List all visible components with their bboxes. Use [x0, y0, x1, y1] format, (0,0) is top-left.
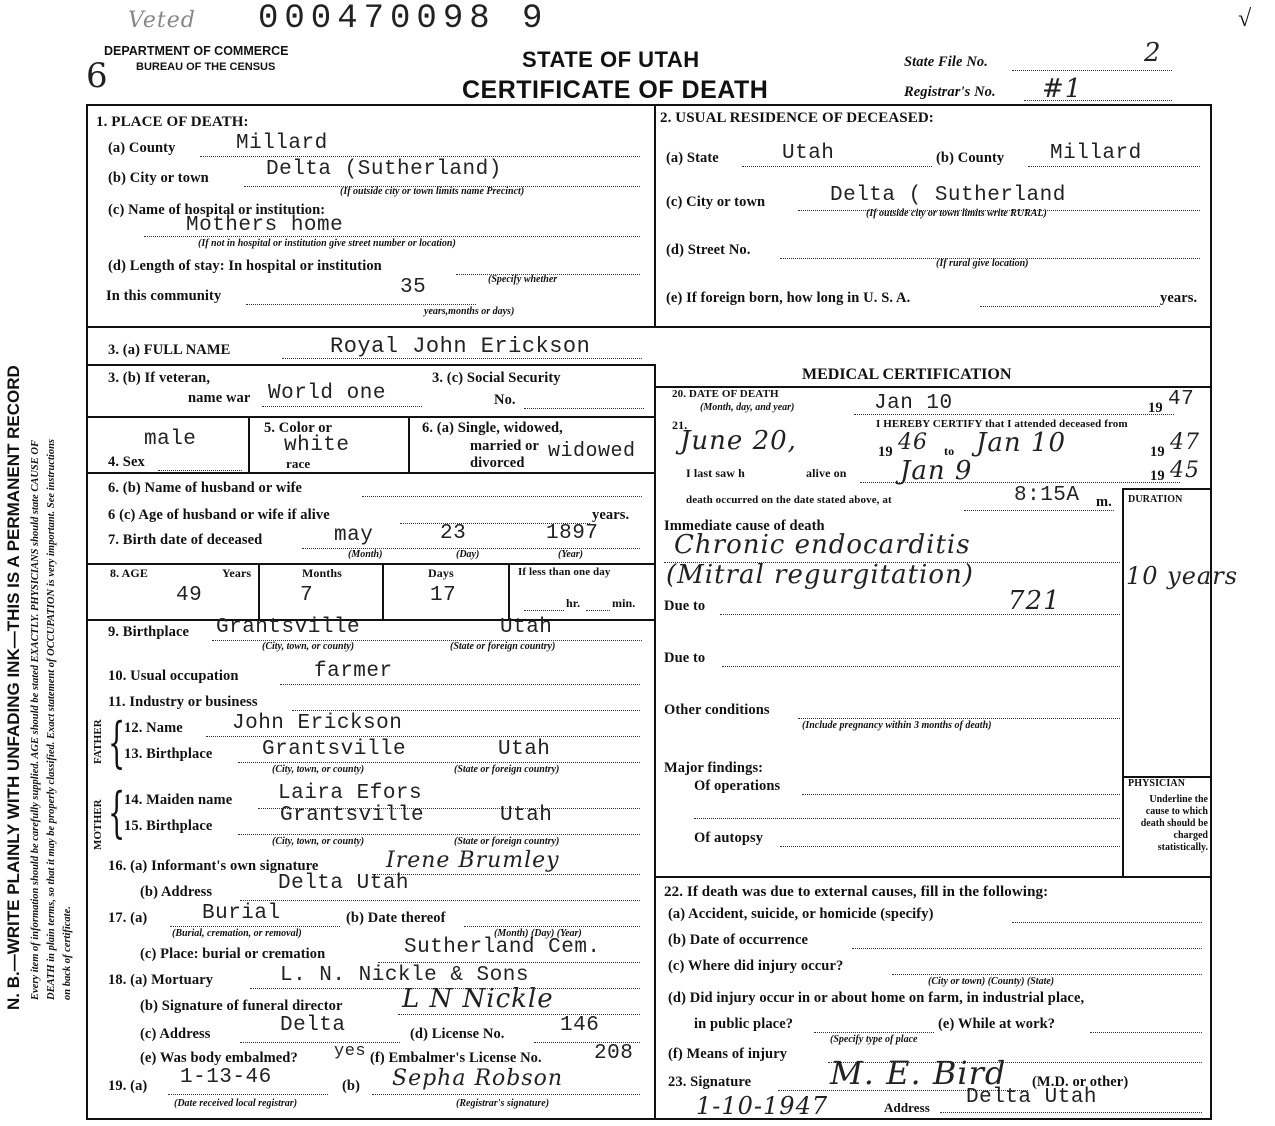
veteran-label: 3. (b) If veteran, — [108, 370, 211, 386]
spouse-years-label: years. — [592, 507, 630, 523]
sex-value: male — [144, 428, 197, 451]
of-operations-label: Of operations — [694, 778, 781, 794]
residence-city-label: (c) City or town — [666, 194, 766, 210]
embalmer-license-label: (f) Embalmer's License No. — [370, 1050, 542, 1066]
registrar-signature-note: (Registrar's signature) — [456, 1098, 550, 1109]
birthplace-state-note: (State or foreign country) — [450, 641, 556, 652]
date-received-note: (Date received local registrar) — [174, 1098, 298, 1109]
to-label: to — [944, 444, 955, 458]
registrar-signature-label: (b) — [342, 1078, 361, 1094]
hospital-note: (If not in hospital or institution give street number or location) — [198, 238, 456, 249]
sidebar-instruction-line4: on back of certificate. — [62, 906, 73, 1000]
father-side-label: FATHER — [92, 719, 104, 764]
department-name: DEPARTMENT OF COMMERCE — [104, 44, 289, 58]
age-months-label: Months — [302, 566, 342, 580]
war-value: World one — [268, 382, 386, 405]
mother-birthplace-label: 15. Birthplace — [124, 818, 213, 834]
physician-heading: PHYSICIAN — [1128, 778, 1186, 789]
sidebar-instruction-line3: DEATH in plain terms, so that it may be properly classified. Exact statement of OCCUPATION is very important. See instructions — [46, 439, 57, 1000]
spouse-name-label: 6. (b) Name of husband or wife — [108, 480, 303, 496]
hereby-certify-label: I HEREBY CERTIFY that I attended deceased from — [876, 418, 1128, 430]
street-note: (If rural give location) — [936, 258, 1029, 269]
community-value: 35 — [400, 276, 427, 299]
last-saw-value: Jan 9 — [900, 456, 973, 486]
age-days-label: Days — [428, 566, 454, 580]
date-of-occurrence-label: (b) Date of occurrence — [668, 932, 809, 948]
mortuary-address-label: (c) Address — [140, 1026, 211, 1042]
birth-date-label: 7. Birth date of deceased — [108, 532, 263, 548]
mother-maiden-name-value: Laira Efors — [278, 782, 423, 805]
birthplace-state-value: Utah — [500, 616, 553, 639]
alive-on-label: alive on — [806, 466, 847, 480]
place-burial-label: (c) Place: burial or cremation — [140, 946, 326, 962]
birth-month-note: (Month) — [348, 549, 383, 560]
cause-duration-value: 10 years — [1126, 562, 1239, 590]
community-label: In this community — [106, 288, 222, 304]
where-injury-label: (c) Where did injury occur? — [668, 958, 844, 974]
race-value: white — [284, 434, 350, 457]
bureau-name: BUREAU OF THE CENSUS — [136, 61, 276, 73]
residence-city-note: (If outside city or town limits write RURAL) — [866, 208, 1047, 219]
immediate-cause-line1: Chronic endocarditis — [674, 530, 971, 560]
age-years-label: Years — [222, 566, 252, 580]
father-name-label: 12. Name — [124, 720, 183, 736]
certificate-title: CERTIFICATE OF DEATH — [462, 76, 769, 104]
birth-year-value: 1897 — [546, 522, 599, 545]
date-received-value: 1-13-46 — [180, 1066, 272, 1089]
last-saw-century: 19 — [1150, 468, 1165, 484]
death-county-label: (a) County — [108, 140, 176, 156]
time-of-death-suffix: m. — [1096, 494, 1112, 510]
time-of-death-value: 8:15A — [1014, 484, 1080, 507]
state-title: STATE OF UTAH — [522, 47, 700, 72]
age-years-value: 49 — [176, 584, 203, 607]
age-days-value: 17 — [430, 584, 457, 607]
attended-from-value: June 20, — [680, 426, 797, 456]
spouse-age-label: 6 (c) Age of husband or wife if alive — [108, 507, 330, 523]
burial-note: (Burial, cremation, or removal) — [172, 928, 302, 939]
while-at-work-label: (e) While at work? — [938, 1016, 1056, 1032]
industry-label: 11. Industry or business — [108, 694, 258, 710]
father-brace: { — [108, 711, 126, 774]
residence-state-value: Utah — [782, 142, 835, 165]
death-city-label: (b) City or town — [108, 170, 209, 186]
usual-residence-heading: 2. USUAL RESIDENCE OF DECEASED: — [660, 110, 934, 126]
father-birthplace-state: Utah — [498, 738, 551, 761]
name-war-label: name war — [188, 390, 251, 406]
due-to-label-2: Due to — [664, 650, 706, 666]
birth-day-note: (Day) — [456, 549, 480, 560]
of-autopsy-label: Of autopsy — [694, 830, 764, 846]
mortuary-address-value: Delta — [280, 1014, 346, 1037]
father-bp-state-note: (State or foreign country) — [454, 764, 560, 775]
hospital-value: Mothers home — [186, 214, 344, 237]
informant-address-label: (b) Address — [140, 884, 213, 900]
registrar-number-label: Registrar's No. — [904, 84, 996, 100]
marital-status-label-1: 6. (a) Single, widowed, — [422, 420, 563, 436]
to-century: 19 — [1150, 444, 1165, 460]
other-conditions-label: Other conditions — [664, 702, 770, 718]
immediate-cause-line2: (Mitral regurgitation) — [666, 560, 974, 590]
signature-date: 1-10-1947 — [696, 1092, 829, 1120]
immediate-cause-label: Immediate cause of death — [664, 518, 825, 534]
occupation-value: farmer — [314, 660, 393, 683]
check-mark-icon: √ — [1238, 6, 1252, 32]
father-birthplace-city: Grantsville — [262, 738, 407, 761]
hospital-label: (c) Name of hospital or institution: — [108, 202, 326, 218]
sidebar-instruction-main: N. B.—WRITE PLAINLY WITH UNFADING INK—THIS IS A PERMANENT RECORD — [4, 365, 23, 1010]
burial-label: 17. (a) — [108, 910, 148, 926]
marital-status-label-3: divorced — [470, 455, 525, 471]
means-of-injury-label: (f) Means of injury — [668, 1046, 788, 1062]
mother-side-label: MOTHER — [92, 799, 104, 850]
foreign-born-label: (e) If foreign born, how long in U. S. A. — [666, 290, 911, 306]
full-name-value: Royal John Erickson — [330, 334, 591, 359]
mother-birthplace-city: Grantsville — [280, 804, 425, 827]
birth-day-value: 23 — [440, 522, 467, 545]
full-name-label: 3. (a) FULL NAME — [108, 342, 231, 358]
registrar-number: #1 — [1042, 74, 1083, 104]
last-saw-year: 45 — [1170, 458, 1200, 483]
license-number-value: 146 — [560, 1014, 600, 1037]
residence-state-label: (a) State — [666, 150, 719, 166]
street-number-label: (d) Street No. — [666, 242, 751, 258]
last-saw-label: I last saw h — [686, 466, 745, 480]
mortuary-label: 18. (a) Mortuary — [108, 972, 214, 988]
informant-address-value: Delta Utah — [278, 872, 410, 895]
birthplace-city-note: (City, town, or county) — [262, 641, 355, 652]
certificate-serial-number: 000470098 9 — [258, 0, 549, 38]
due-to-value: 721 — [1008, 586, 1061, 616]
residence-years-label: years. — [1160, 290, 1198, 306]
date-of-death-value: Jan 10 — [874, 392, 953, 415]
public-place-label: in public place? — [694, 1016, 794, 1032]
father-birthplace-label: 13. Birthplace — [124, 746, 213, 762]
attended-to-year: 47 — [1170, 430, 1200, 455]
sex-label: 4. Sex — [108, 454, 145, 470]
place-burial-value: Sutherland Cem. — [404, 936, 601, 959]
marital-status-value: widowed — [548, 440, 636, 463]
due-to-label-1: Due to — [664, 598, 706, 614]
date-of-death-label: 20. DATE OF DEATH — [672, 388, 779, 400]
funeral-director-signature: L N Nickle — [402, 984, 554, 1014]
birthplace-city-value: Grantsville — [216, 616, 361, 639]
color-race-label: 5. Color or — [264, 420, 333, 436]
injury-home-label: (d) Did injury occur in or about home on farm, in industrial place, — [668, 990, 1085, 1006]
physician-note: Underline the cause to which death should be charged statistically. — [1140, 794, 1208, 853]
age-min-label: min. — [612, 596, 636, 610]
death-occurred-label: death occurred on the date stated above, at — [686, 494, 892, 506]
death-city-note: (If outside city or town limits name Precinct) — [340, 186, 525, 197]
years-months-days-note: years,months or days) — [424, 306, 515, 317]
accident-label: (a) Accident, suicide, or homicide (specify) — [668, 906, 934, 922]
birth-year-note: (Year) — [558, 549, 583, 560]
place-of-death-heading: 1. PLACE OF DEATH: — [96, 114, 249, 130]
mother-bp-state-note: (State or foreign country) — [454, 836, 560, 847]
duration-heading: DURATION — [1128, 494, 1183, 505]
specify-place-note: (Specify type of place — [830, 1034, 918, 1045]
embalmer-license-value: 208 — [594, 1042, 634, 1065]
date-of-death-century: 19 — [1148, 400, 1163, 416]
mother-bp-city-note: (City, town, or county) — [272, 836, 365, 847]
residence-county-label: (b) County — [936, 150, 1005, 166]
father-bp-city-note: (City, town, or county) — [272, 764, 365, 775]
date-received-label: 19. (a) — [108, 1078, 148, 1094]
father-name-value: John Erickson — [232, 712, 403, 735]
physician-signature: M. E. Bird — [830, 1054, 1007, 1092]
physician-address-value: Delta Utah — [966, 1086, 1098, 1109]
physician-signature-label: 23. Signature — [668, 1074, 752, 1090]
residence-county-value: Millard — [1050, 142, 1142, 165]
external-causes-heading: 22. If death was due to external causes, fill in the following: — [664, 884, 1049, 900]
age-hr-label: hr. — [566, 596, 581, 610]
other-conditions-note: (Include pregnancy within 3 months of death) — [802, 720, 992, 731]
residence-city-value: Delta ( Sutherland — [830, 184, 1066, 207]
burial-date-note: (Month) (Day) (Year) — [494, 928, 582, 939]
registrar-signature: Sepha Robson — [392, 1066, 564, 1091]
informant-signature-label: 16. (a) Informant's own signature — [108, 858, 319, 874]
marital-status-label-2: married or — [470, 438, 540, 454]
sidebar-instruction-line2: Every item of information should be carefully supplied. AGE should be stated EXACTLY. PHYSICIANS should state CAUSE OF — [30, 440, 41, 1000]
death-county-value: Millard — [236, 132, 328, 155]
license-number-label: (d) License No. — [410, 1026, 505, 1042]
informant-signature: Irene Brumley — [386, 848, 560, 873]
social-security-no-label: No. — [494, 392, 516, 408]
length-of-stay-label: (d) Length of stay: In hospital or institution — [108, 258, 382, 274]
major-findings-label: Major findings: — [664, 760, 764, 776]
specify-whether-note: (Specify whether — [488, 274, 558, 285]
embalmed-value: yes — [334, 1042, 367, 1061]
mother-birthplace-state: Utah — [500, 804, 553, 827]
age-less-than-day-label: If less than one day — [518, 566, 611, 578]
date-of-death-note: (Month, day, and year) — [700, 402, 795, 413]
stamp-scrawl: Veted — [128, 8, 196, 33]
where-injury-note: (City or town) (County) (State) — [928, 976, 1055, 987]
mortuary-value: L. N. Nickle & Sons — [280, 964, 529, 987]
embalmed-label: (e) Was body embalmed? — [140, 1050, 298, 1066]
death-city-value: Delta (Sutherland) — [266, 158, 502, 181]
attended-from-year: 46 — [898, 430, 928, 455]
corner-six-mark: 6 — [86, 56, 109, 96]
md-or-other-label: (M.D. or other) — [1032, 1074, 1129, 1090]
mother-brace: { — [108, 781, 126, 844]
age-months-value: 7 — [300, 584, 314, 607]
birth-month-value: may — [334, 524, 374, 547]
occupation-label: 10. Usual occupation — [108, 668, 239, 684]
funeral-director-signature-label: (b) Signature of funeral director — [140, 998, 343, 1014]
burial-value: Burial — [202, 902, 281, 925]
from-century: 19 — [878, 444, 893, 460]
date-of-death-year: 47 — [1168, 388, 1195, 411]
social-security-label: 3. (c) Social Security — [432, 370, 561, 386]
birthplace-label: 9. Birthplace — [108, 624, 190, 640]
item-21-label: 21. — [672, 418, 688, 432]
mother-maiden-name-label: 14. Maiden name — [124, 792, 233, 808]
medical-certification-heading: MEDICAL CERTIFICATION — [802, 366, 1012, 383]
physician-address-label: Address — [884, 1100, 930, 1115]
state-file-number: 2 — [1144, 38, 1162, 68]
age-label: 8. AGE — [110, 566, 148, 580]
date-thereof-label: (b) Date thereof — [346, 910, 446, 926]
state-file-label: State File No. — [904, 54, 988, 70]
attended-to-value: Jan 10 — [976, 428, 1067, 458]
race-label: race — [286, 456, 311, 471]
